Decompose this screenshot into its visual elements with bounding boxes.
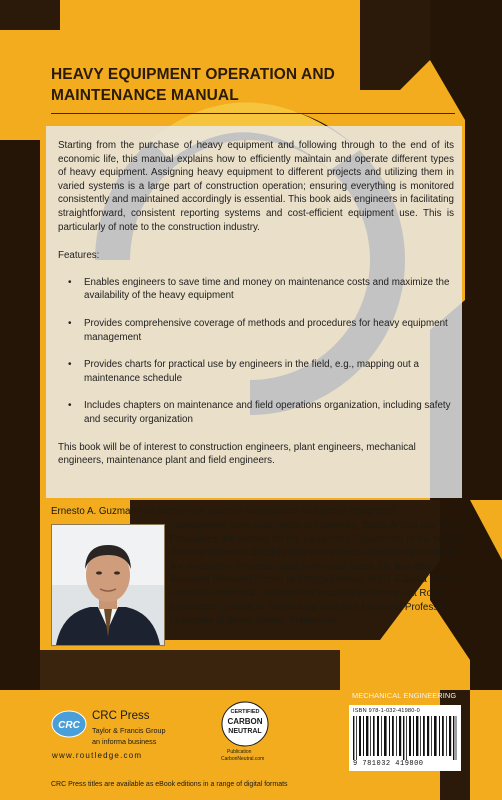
- feature-text: Enables engineers to save time and money on maintenance costs and maximize the availability of the heavy equipment: [84, 276, 450, 302]
- book-description: Starting from the purchase of heavy equipment and following through to the end of its economic life, this manual explains how to efficiently maintain and operate different types of heavy equipment. Assigning heavy equipment to different projects and utilizing them in varied systems is a large part of construction operation; ensuring everything is monitored consistently and maintained accordingly is essential. This book aids engineers in facilitating straightforward, consistent reporting systems and cost-efficient equipment use. This is particularly of note to the construction industry.: [58, 140, 454, 233]
- features-label: Features:: [58, 250, 100, 262]
- publisher-group: Taylor & Francis Group: [92, 726, 166, 735]
- carbon-badge-main-2: NEUTRAL: [228, 728, 262, 735]
- bullet-icon: •: [68, 317, 72, 329]
- carbon-badge-url: CarbonNeutral.com: [221, 756, 265, 762]
- title-line-1: HEAVY EQUIPMENT OPERATION AND: [51, 66, 335, 83]
- audience-statement: This book will be of interest to construction engineers, plant engineers, mechanical engineers, maintenance plant and field engineers.: [58, 441, 416, 467]
- carbon-badge-label: Publication: [227, 749, 252, 755]
- feature-item: [58, 358, 454, 385]
- carbon-neutral-badge: [220, 700, 270, 748]
- carbon-badge-main-1: CARBON: [227, 717, 263, 726]
- barcode-icon: [353, 716, 457, 760]
- barcode-digits: 9 781032 419800: [353, 760, 424, 768]
- feature-text: Provides charts for practical use by engineers in the field, e.g., mapping out a maintenance schedule: [84, 359, 419, 384]
- author-bio: management work experience in Indonesia, Saudi Arabia and the Philippines. He worked for the Equipment Department of the North Railway Project in Saudi Arabia on a project constructing a railway line to connect the west coast to the east coast. He was also Assistant Division Director at Energy Division of PT Bukaka Teknik Utama in Indonesia. Guzman has teaching experience at Royal Melbourne Institute of Technology, and was Associate Professor at University of Santo Tomas, Philippines.: [170, 520, 458, 627]
- publisher-informa: an informa business: [92, 737, 157, 746]
- subject-category: MECHANICAL ENGINEERING: [352, 691, 457, 700]
- features-list: [58, 276, 454, 427]
- book-title: [51, 64, 461, 106]
- crc-press-logo: [51, 709, 87, 739]
- title-divider: [51, 113, 455, 114]
- bullet-icon: •: [68, 400, 72, 412]
- isbn-number: ISBN 978-1-032-41980-0: [353, 708, 420, 714]
- feature-item: [58, 276, 454, 303]
- carbon-badge-top: CERTIFIED: [230, 709, 260, 715]
- publisher-url[interactable]: www.routledge.com: [52, 751, 143, 760]
- bullet-icon: •: [68, 276, 72, 288]
- crc-logo-text: CRC: [58, 720, 80, 731]
- feature-text: Includes chapters on maintenance and field operations organization, including safety and security organization: [84, 400, 451, 425]
- ebook-availability-note: CRC Press titles are available as eBook editions in a range of digital formats: [51, 781, 288, 788]
- feature-item: [58, 399, 454, 426]
- feature-item: [58, 317, 454, 344]
- feature-text: Provides comprehensive coverage of methods and procedures for heavy equipment management: [84, 317, 448, 343]
- author-bio-first-line: Ernesto A. Guzman has twenty-one years of construction and heavy equipment: [51, 506, 395, 517]
- publisher-name: CRC Press: [92, 710, 150, 722]
- title-line-2: MAINTENANCE MANUAL: [51, 87, 239, 104]
- bullet-icon: •: [68, 359, 72, 371]
- author-photo: [51, 524, 165, 646]
- description-panel-text: [58, 139, 454, 468]
